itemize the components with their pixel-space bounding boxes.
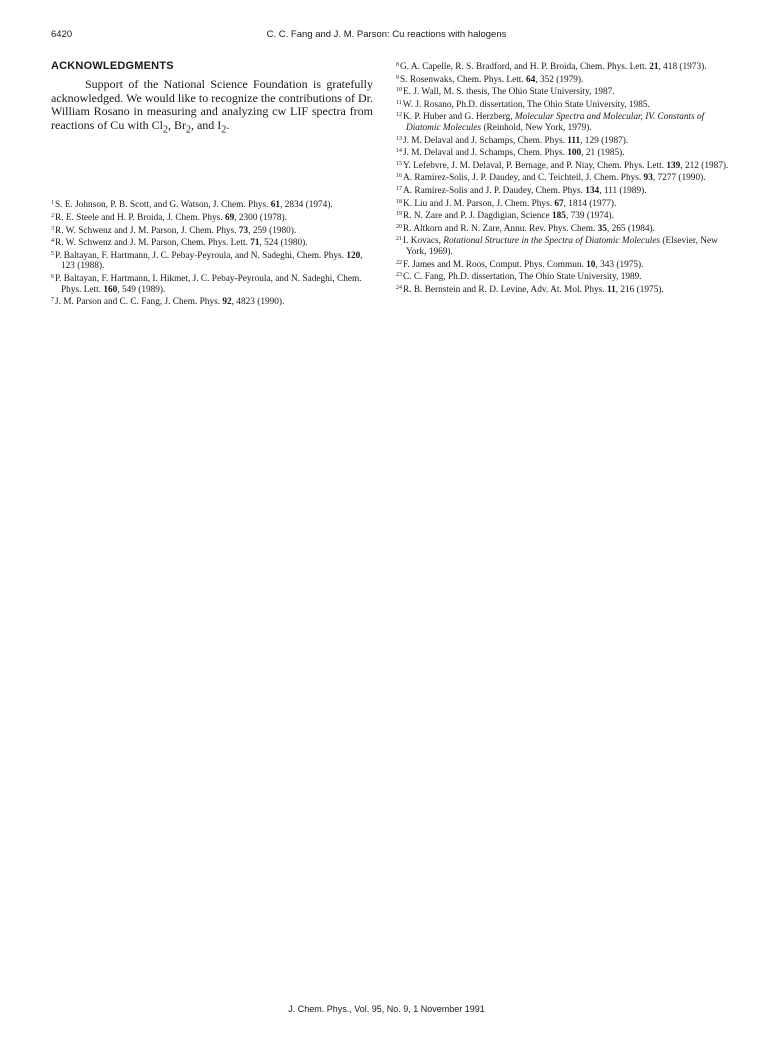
reference-text: R. E. Steele and H. P. Broida, J. Chem. Phys.	[55, 212, 225, 223]
acknowledgments-heading: ACKNOWLEDGMENTS	[51, 60, 174, 72]
reference-item	[396, 73, 732, 86]
reference-tail: , 123 (1988).	[61, 250, 363, 272]
reference-number: 1	[51, 200, 54, 207]
reference-number: 23	[396, 272, 402, 279]
reference-item	[396, 197, 732, 210]
reference-volume: 139	[666, 160, 681, 171]
reference-item	[396, 159, 732, 172]
reference-number: 14	[396, 148, 402, 155]
reference-volume: 11	[606, 284, 616, 295]
reference-text: E. J. Wall, M. S. thesis, The Ohio State University, 1987.	[403, 87, 615, 98]
reference-item	[51, 295, 373, 308]
reference-number: 2	[51, 212, 54, 219]
reference-number: 15	[396, 160, 402, 167]
reference-tail: , 111 (1989).	[599, 185, 647, 196]
reference-tail: (Reinhold, New York, 1979).	[481, 122, 592, 133]
journal-footer: J. Chem. Phys., Vol. 95, No. 9, 1 November 1991	[288, 1004, 485, 1014]
reference-list-left	[51, 198, 373, 307]
reference-volume: 93	[643, 173, 653, 184]
reference-volume: 134	[585, 185, 600, 196]
reference-item	[396, 283, 732, 296]
reference-number: 17	[396, 185, 402, 192]
reference-text: S. E. Johnson, P. B. Scott, and G. Watson, J. Chem. Phys.	[55, 200, 271, 211]
reference-number: 4	[51, 238, 54, 245]
reference-item	[396, 110, 732, 133]
reference-list-right	[396, 60, 732, 295]
reference-text: P. Baltayan, F. Hartmann, I. Hikmet, J. C. Pebay-Peyroula, and N. Sadeghi, Chem. Phys. Lett.	[55, 273, 362, 295]
acknowledgments-text	[51, 78, 373, 136]
reference-tail: , 259 (1980).	[248, 225, 297, 236]
reference-number: 5	[51, 250, 54, 257]
reference-number: 8	[396, 62, 399, 68]
reference-number: 9	[396, 74, 399, 81]
reference-text: R. N. Zare and P. J. Dagdigian, Science	[403, 211, 552, 222]
reference-text: Y. Lefebvre, J. M. Delaval, P. Bernage, and P. Niay, Chem. Phys. Lett.	[403, 160, 667, 171]
reference-item	[396, 184, 732, 197]
reference-tail: , 21 (1985).	[581, 148, 625, 159]
reference-volume: 69	[224, 212, 235, 223]
reference-text: R. Altkorn and R. N. Zare, Annu. Rev. Phys. Chem.	[403, 223, 598, 234]
right-column	[396, 60, 732, 295]
reference-volume: 35	[597, 223, 607, 234]
reference-tail: , 212 (1987).	[680, 160, 729, 171]
reference-text: J. M. Delaval and J. Schamps, Chem. Phys.	[403, 148, 568, 159]
reference-tail: , 1814 (1977).	[563, 198, 617, 209]
reference-text: P. Baltayan, F. Hartmann, J. C. Pebay-Peyroula, and N. Sadeghi, Chem. Phys.	[55, 250, 347, 261]
reference-volume: 111	[567, 135, 581, 146]
reference-text: I. Kovacs,	[403, 236, 444, 247]
reference-number: 10	[396, 87, 402, 94]
reference-title: Rotational Structure in the Spectra of Diatomic Molecules	[443, 236, 661, 247]
reference-text: J. M. Delaval and J. Schamps, Chem. Phys.	[403, 135, 568, 146]
reference-item	[396, 85, 732, 98]
reference-number: 21	[396, 236, 402, 243]
reference-title: Molecular Spectra and Molecular, IV. Constants of Diatomic Molecules	[406, 112, 705, 133]
reference-number: 12	[396, 112, 402, 119]
reference-volume: 64	[526, 74, 536, 85]
reference-volume: 120	[346, 250, 361, 261]
reference-number: 19	[396, 211, 402, 218]
left-column	[51, 60, 373, 308]
reference-text: J. M. Parson and C. C. Fang, J. Chem. Phys.	[55, 297, 223, 308]
reference-tail: , 129 (1987).	[580, 135, 629, 146]
reference-volume: 21	[649, 62, 659, 72]
reference-tail: , 352 (1979).	[535, 74, 584, 85]
reference-volume: 92	[222, 297, 232, 308]
reference-item	[396, 98, 732, 111]
reference-item	[51, 198, 373, 211]
ack-text-sep: , Br	[167, 117, 186, 132]
reference-text: W. J. Rosano, Ph.D. dissertation, The Ohio State University, 1985.	[402, 99, 650, 110]
reference-tail: , 2834 (1974).	[280, 200, 333, 211]
reference-item	[396, 270, 732, 283]
reference-tail: , 343 (1975).	[595, 259, 644, 270]
reference-number: 22	[396, 259, 402, 266]
reference-number: 24	[396, 284, 402, 291]
reference-item	[51, 272, 373, 295]
reference-volume: 73	[238, 225, 249, 236]
reference-item	[51, 249, 373, 272]
reference-text: A. Ramírez-Solis and J. P. Daudey, Chem. Phys.	[403, 185, 586, 196]
reference-item	[51, 224, 373, 237]
reference-tail: , 216 (1975).	[615, 284, 664, 295]
reference-volume: 160	[103, 284, 118, 295]
reference-text: R. W. Schwenz and J. M. Parson, Chem. Phys. Lett.	[55, 238, 251, 249]
reference-item	[396, 258, 732, 271]
reference-text: A. Ramírez-Solis, J. P. Daudey, and C. Teichteil, J. Chem. Phys.	[403, 173, 644, 184]
reference-number: 13	[396, 135, 402, 142]
reference-item	[396, 171, 732, 184]
reference-item	[396, 222, 732, 235]
reference-text: R. B. Bernstein and R. D. Levine, Adv. At. Mol. Phys.	[403, 284, 607, 295]
reference-volume: 71	[250, 238, 260, 249]
ack-text-main: Support of the National Science Foundation is gratefully acknowledged. We would like to recognize the contributions of Dr. William Rosano in measuring and analyzing cw LIF spectra from reactions of Cu with Cl	[51, 77, 373, 132]
reference-text: F. James and M. Roos, Comput. Phys. Commun.	[403, 259, 587, 270]
reference-tail: , 7277 (1990).	[652, 173, 706, 184]
reference-item	[51, 211, 373, 224]
reference-tail: (Elsevier, New York, 1969).	[406, 236, 718, 257]
reference-tail: , 418 (1973).	[658, 62, 707, 72]
reference-number: 16	[396, 173, 402, 180]
reference-text: R. W. Schwenz and J. M. Parson, J. Chem. Phys.	[55, 225, 239, 236]
reference-item	[396, 134, 732, 147]
reference-number: 11	[396, 99, 402, 106]
reference-item	[396, 146, 732, 159]
running-title: C. C. Fang and J. M. Parson: Cu reactions with halogens	[266, 29, 507, 40]
reference-text: S. Rosenwaks, Chem. Phys. Lett.	[400, 74, 527, 85]
reference-text: C. C. Fang, Ph.D. dissertation, The Ohio State University, 1989.	[403, 272, 642, 283]
reference-tail: , 549 (1989).	[117, 284, 166, 295]
reference-number: 20	[396, 223, 402, 230]
reference-text: K. Liu and J. M. Parson, J. Chem. Phys.	[403, 198, 555, 209]
reference-tail: , 739 (1974).	[565, 211, 614, 222]
reference-text: G. A. Capelle, R. S. Bradford, and H. P. Broida, Chem. Phys. Lett.	[400, 62, 650, 72]
reference-item	[396, 234, 732, 257]
reference-tail: , 524 (1980).	[259, 238, 308, 249]
reference-number: 3	[51, 225, 54, 232]
reference-item	[396, 60, 732, 73]
reference-volume: 61	[270, 200, 281, 211]
reference-item	[51, 236, 373, 249]
reference-volume: 67	[554, 198, 564, 209]
subscript: 2	[221, 123, 227, 135]
subscript: 2	[185, 123, 191, 135]
reference-number: 6	[51, 273, 54, 280]
reference-text: K. P. Huber and G. Herzberg,	[403, 112, 515, 123]
reference-tail: , 265 (1984).	[606, 223, 655, 234]
subscript: 2	[162, 123, 168, 135]
reference-number: 18	[396, 198, 402, 205]
reference-tail: , 4823 (1990).	[231, 297, 285, 308]
ack-text-sep: , and I	[190, 117, 222, 132]
reference-item	[396, 209, 732, 222]
reference-tail: , 2300 (1978).	[234, 212, 287, 223]
page-number: 6420	[51, 29, 73, 40]
ack-text-end: .	[226, 117, 230, 132]
reference-volume: 10	[586, 259, 596, 270]
reference-number: 7	[51, 297, 54, 304]
reference-volume: 185	[551, 211, 566, 222]
reference-volume: 100	[567, 148, 582, 159]
